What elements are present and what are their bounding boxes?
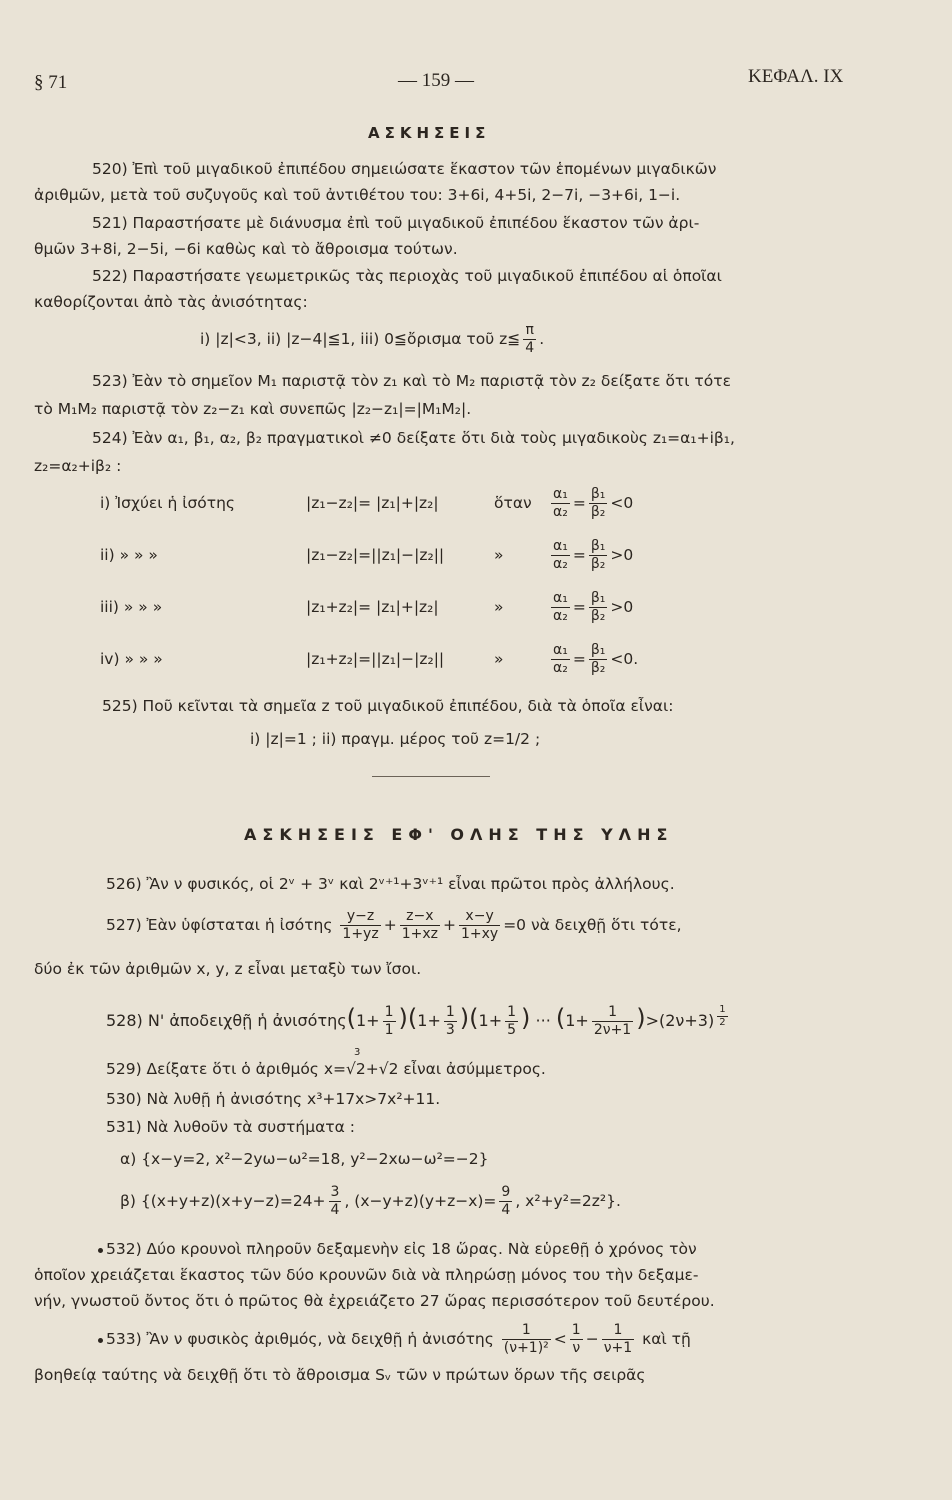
term-one-plus: 1+: [356, 1011, 380, 1030]
exercise-524-line2: z₂=α₂+iβ₂ :: [34, 457, 122, 475]
alpha-fraction: [551, 538, 570, 573]
system-b-part-1: β) {(x+y+z)(x+y−z)=24+: [120, 1192, 326, 1210]
beta-fraction: [589, 538, 608, 573]
row-expression: |z₁−z₂|= |z₁|+|z₂|: [306, 494, 439, 512]
exercise-532-line3: νήν, γνωστοῦ ὄντος ὅτι ὁ πρῶτος θὰ ἐχρειάζετο 27 ὥρας περισσότερον τοῦ δευτέρου.: [34, 1292, 715, 1310]
exercise-522-items-text: i) |z|<3, ii) |z−4|≦1, iii) 0≦ὄρισμα τοῦ z≦: [200, 330, 521, 348]
alpha-fraction: [551, 590, 570, 625]
exercise-522-items: [200, 322, 544, 357]
row-expression: |z₁+z₂|= |z₁|+|z₂|: [306, 598, 439, 616]
minus-sign: −: [585, 1330, 599, 1348]
exercise-527-line1: 527) Ἐὰν ὑφίσταται ἡ ἰσότης $\frac{y-z}{1+yz}$ + $\frac{z-x}{1+xz}$ + $\frac{x-y}{1+xy}$ =0 νὰ δειχθῇ ὅτι τότε,: [106, 908, 682, 942]
row-condition-word: »: [494, 650, 504, 668]
cube-root-index: 3: [354, 1047, 361, 1058]
row-label: i) Ἰσχύει ἡ ἰσότης: [100, 494, 236, 512]
row-condition-word: »: [494, 598, 504, 616]
paren-close: ): [459, 1004, 470, 1032]
fraction-denominator: (ν+1)²: [503, 1340, 549, 1356]
fraction-denominator: β₂: [590, 608, 606, 624]
paren-close: ): [636, 1004, 646, 1032]
fraction-numerator: 1: [719, 1004, 726, 1015]
exercise-526-line1: 526) Ἂν ν φυσικός, οἱ 2ᵛ + 3ᵛ καὶ 2ᵛ⁺¹+3ᵛ⁺¹ εἶναι πρῶτοι πρὸς ἀλλήλους.: [106, 875, 675, 893]
fraction-denominator: 4: [501, 1202, 511, 1218]
relation: >0: [610, 598, 634, 616]
paren-open: (: [555, 1004, 566, 1032]
fraction-1-over-n: [570, 1322, 583, 1357]
fraction-numerator: 1: [507, 1004, 517, 1020]
fraction-numerator: 1: [384, 1004, 394, 1020]
fraction-numerator: 1: [592, 1004, 633, 1022]
fraction-1: [383, 1004, 396, 1039]
fraction-denominator: α₂: [553, 556, 568, 572]
exercise-521-line1: 521) Παραστήσατε μὲ διάνυσμα ἐπὶ τοῦ μιγαδικοῦ ἐπιπέδου ἕκαστον τῶν ἀρι-: [92, 214, 700, 232]
system-b-part-2: , (x−y+z)(y+z−x)=: [344, 1192, 497, 1210]
row-label: ii) » » »: [100, 546, 158, 564]
section-divider: [372, 776, 490, 777]
exercise-522-line1: 522) Παραστήσατε γεωμετρικῶς τὰς περιοχὰς τοῦ μιγαδικοῦ ἐπιπέδου αἱ ὁποῖαι: [92, 267, 722, 285]
fraction-numerator: 1: [445, 1004, 455, 1020]
fraction-denominator: 4: [525, 340, 535, 356]
fraction-denominator: β₂: [590, 556, 606, 572]
row-condition-word: ὅταν: [494, 494, 532, 512]
equals-sign: =: [572, 598, 586, 616]
row-expression: |z₁−z₂|=||z₁|−|z₂||: [306, 546, 445, 564]
fraction-denominator: 5: [507, 1022, 517, 1038]
fraction-denominator: ν: [572, 1340, 581, 1356]
fraction-3: [505, 1004, 518, 1039]
paren-close: ): [398, 1004, 408, 1032]
exercise-524-line1: 524) Ἐὰν α₁, β₁, α₂, β₂ πραγματικοὶ ≠0 δείξατε ὅτι διὰ τοὺς μιγαδικοὺς z₁=α₁+iβ₁,: [92, 429, 735, 447]
exercise-525-line1: 525) Ποῦ κεῖνται τὰ σημεῖα z τοῦ μιγαδικοῦ ἐπιπέδου, διὰ τὰ ὁποῖα εἶναι:: [102, 697, 674, 715]
fraction-numerator: π: [523, 322, 536, 340]
starred-exercise-mark: [98, 1338, 103, 1343]
exercise-527-prefix: 527) Ἐὰν ὑφίσταται ἡ ἰσότης: [106, 916, 333, 934]
exercise-523-line2: τὸ M₁M₂ παριστᾷ τὸν z₂−z₁ καὶ συνεπῶς |z₂−z₁|=|M₁M₂|.: [34, 400, 472, 418]
fraction-numerator: y−z: [340, 908, 380, 926]
fraction-denominator: α₂: [553, 660, 568, 676]
fraction-numerator: β₁: [590, 590, 606, 606]
exercise-522-line2: καθορίζονται ἀπὸ τὰς ἀνισότητας:: [34, 293, 308, 311]
exercise-530-line1: 530) Νὰ λυθῇ ἡ ἀνισότης x³+17x>7x²+11.: [106, 1090, 441, 1108]
row-expression: |z₁+z₂|=||z₁|−|z₂||: [306, 650, 445, 668]
exercise-528-line1: [106, 1004, 731, 1048]
fraction-3-4: [329, 1184, 342, 1219]
exercise-532-line1: 532) Δύο κρουνοὶ πληροῦν δεξαμενὴν εἰς 18 ὥρας. Νὰ εὑρεθῇ ὁ χρόνος τὸν: [106, 1240, 697, 1258]
less-than-sign: <: [553, 1330, 567, 1348]
exercise-520-line1: 520) Ἐπὶ τοῦ μιγαδικοῦ ἐπιπέδου σημειώσατε ἕκαστον τῶν ἑπομένων μιγαδικῶν: [92, 160, 717, 178]
ellipsis: ···: [535, 1011, 551, 1030]
exercise-524-row-2: [100, 538, 633, 578]
paren-open: (: [469, 1004, 479, 1032]
fraction-numerator: β₁: [590, 486, 606, 502]
exercise-524-row-3: [100, 590, 633, 630]
equals-sign: =: [572, 650, 586, 668]
fraction-denominator: α₂: [553, 504, 568, 520]
row-label: iii) » » »: [100, 598, 163, 616]
fraction-1-over-nplus1: [602, 1322, 634, 1357]
fraction-denominator: 1+xz: [401, 926, 438, 942]
beta-fraction: [589, 486, 608, 521]
fraction-numerator: α₁: [553, 642, 568, 658]
exercise-533-line2: βοηθείᾳ ταύτης νὰ δειχθῇ ὅτι τὸ ἄθροισμα Sᵥ τῶν ν πρώτων ὅρων τῆς σειρᾶς: [34, 1366, 646, 1384]
exercise-528-prefix: 528) Ν' ἀποδειχθῇ ἡ ἀνισότης: [106, 1011, 347, 1030]
fraction-numerator: 1: [602, 1322, 634, 1340]
fraction-2: [444, 1004, 457, 1039]
fraction-numerator: β₁: [590, 642, 606, 658]
fraction-numerator: 9: [501, 1184, 511, 1200]
fraction-numerator: z−x: [400, 908, 440, 926]
exercise-529-line1: 529) Δείξατε ὅτι ὁ ἀριθμός x=√2+√2 εἶναι ἀσύμμετρος.: [106, 1060, 546, 1078]
fraction-numerator: 1: [571, 1322, 581, 1338]
row-label: iv) » » »: [100, 650, 163, 668]
term-one-plus: 1+: [417, 1011, 441, 1030]
exercise-527-suffix: =0 νὰ δειχθῇ ὅτι τότε,: [503, 916, 682, 934]
beta-fraction: [589, 642, 608, 677]
fraction-numerator: 3: [330, 1184, 340, 1200]
exercise-527-line2: δύο ἐκ τῶν ἀριθμῶν x, y, z εἶναι μεταξὺ των ἴσοι.: [34, 960, 422, 978]
exercise-524-row-1: [100, 486, 633, 526]
fraction-numerator: 1: [502, 1322, 551, 1340]
fraction-9-4: [499, 1184, 512, 1219]
fraction-4: [592, 1004, 633, 1039]
fraction-denominator: α₂: [553, 608, 568, 624]
fraction-denominator: 1+xy: [460, 926, 499, 942]
fraction-numerator: α₁: [553, 590, 568, 606]
exercise-524-row-4: [100, 642, 638, 682]
relation: >0: [610, 546, 634, 564]
starred-exercise-mark: [98, 1248, 103, 1253]
section-title-general-exercises: ΑΣΚΗΣΕΙΣ ΕΦ' ΟΛΗΣ ΤΗΣ ΥΛΗΣ: [244, 825, 674, 844]
alpha-fraction: [551, 642, 570, 677]
exercise-521-line2: θμῶν 3+8i, 2−5i, −6i καθὼς καὶ τὸ ἄθροισμα τούτων.: [34, 240, 458, 258]
fraction-denominator: 1+yz: [342, 926, 379, 942]
fraction-2: [400, 908, 440, 943]
beta-fraction: [589, 590, 608, 625]
section-number: § 71: [34, 72, 68, 93]
fraction-denominator: ν+1: [603, 1340, 633, 1356]
fraction-1: [340, 908, 380, 943]
exponent-fraction: [717, 1004, 727, 1029]
exercise-532-line2: ὁποῖον χρειάζεται ἕκαστος τῶν δύο κρουνῶν διὰ νὰ πληρώσῃ μόνος του τὴν δεξαμε-: [34, 1266, 699, 1284]
fraction-denominator: β₂: [590, 504, 606, 520]
term-one-plus: 1+: [478, 1011, 503, 1030]
system-b-part-3: , x²+y²=2z²}.: [515, 1192, 621, 1210]
fraction-numerator: β₁: [590, 538, 606, 554]
section-title-exercises: ΑΣΚΗΣΕΙΣ: [368, 124, 491, 142]
fraction-numerator: α₁: [553, 538, 568, 554]
fraction-denominator: 2ν+1: [593, 1022, 632, 1038]
right-hand-side: >(2ν+3): [645, 1011, 715, 1030]
fraction-denominator: 3: [445, 1022, 455, 1038]
exercise-520-line2: ἀριθμῶν, μετὰ τοῦ συζυγοῦς καὶ τοῦ ἀντιθέτου του: 3+6i, 4+5i, 2−7i, −3+6i, 1−i.: [34, 186, 681, 204]
equals-sign: =: [572, 494, 586, 512]
fraction-1-over-nplus1-squared: [502, 1322, 551, 1357]
alpha-fraction: [551, 486, 570, 521]
exercise-531-system-b: [120, 1184, 621, 1224]
chapter-label: ΚΕΦΑΛ. ΙΧ: [748, 66, 844, 87]
exercise-533-line1: [106, 1322, 691, 1362]
exercise-523-line1: 523) Ἐὰν τὸ σημεῖον M₁ παριστᾷ τὸν z₁ καὶ τὸ M₂ παριστᾷ τὸν z₂ δείξατε ὅτι τότε: [92, 372, 731, 390]
fraction-3: [459, 908, 500, 943]
fraction-denominator: 2: [719, 1017, 726, 1028]
fraction-numerator: α₁: [553, 486, 568, 502]
row-condition-word: »: [494, 546, 504, 564]
fraction-numerator: x−y: [459, 908, 500, 926]
fraction-denominator: 4: [330, 1202, 340, 1218]
pi-over-four-fraction: [523, 322, 536, 357]
exercise-525-line2: i) |z|=1 ; ii) πραγμ. μέρος τοῦ z=1/2 ;: [250, 730, 541, 748]
exercise-533-prefix: 533) Ἂν ν φυσικὸς ἀριθμός, νὰ δειχθῇ ἡ ἀνισότης: [106, 1330, 494, 1348]
exercise-531-line1: 531) Νὰ λυθοῦν τὰ συστήματα :: [106, 1118, 355, 1136]
paren-open: (: [346, 1004, 356, 1032]
term-one-plus: 1+: [565, 1011, 589, 1030]
relation: <0: [610, 494, 634, 512]
fraction-denominator: β₂: [590, 660, 606, 676]
fraction-denominator: 1: [384, 1022, 394, 1038]
exercise-531-system-a: α) {x−y=2, x²−2yω−ω²=18, y²−2xω−ω²=−2}: [120, 1150, 489, 1168]
paren-open: (: [407, 1004, 418, 1032]
paren-close: ): [521, 1004, 531, 1032]
equals-sign: =: [572, 546, 586, 564]
period: .: [539, 330, 545, 348]
relation: <0.: [610, 650, 639, 668]
page-number: — 159 —: [398, 70, 474, 91]
exercise-533-suffix: καὶ τῇ: [642, 1330, 691, 1348]
